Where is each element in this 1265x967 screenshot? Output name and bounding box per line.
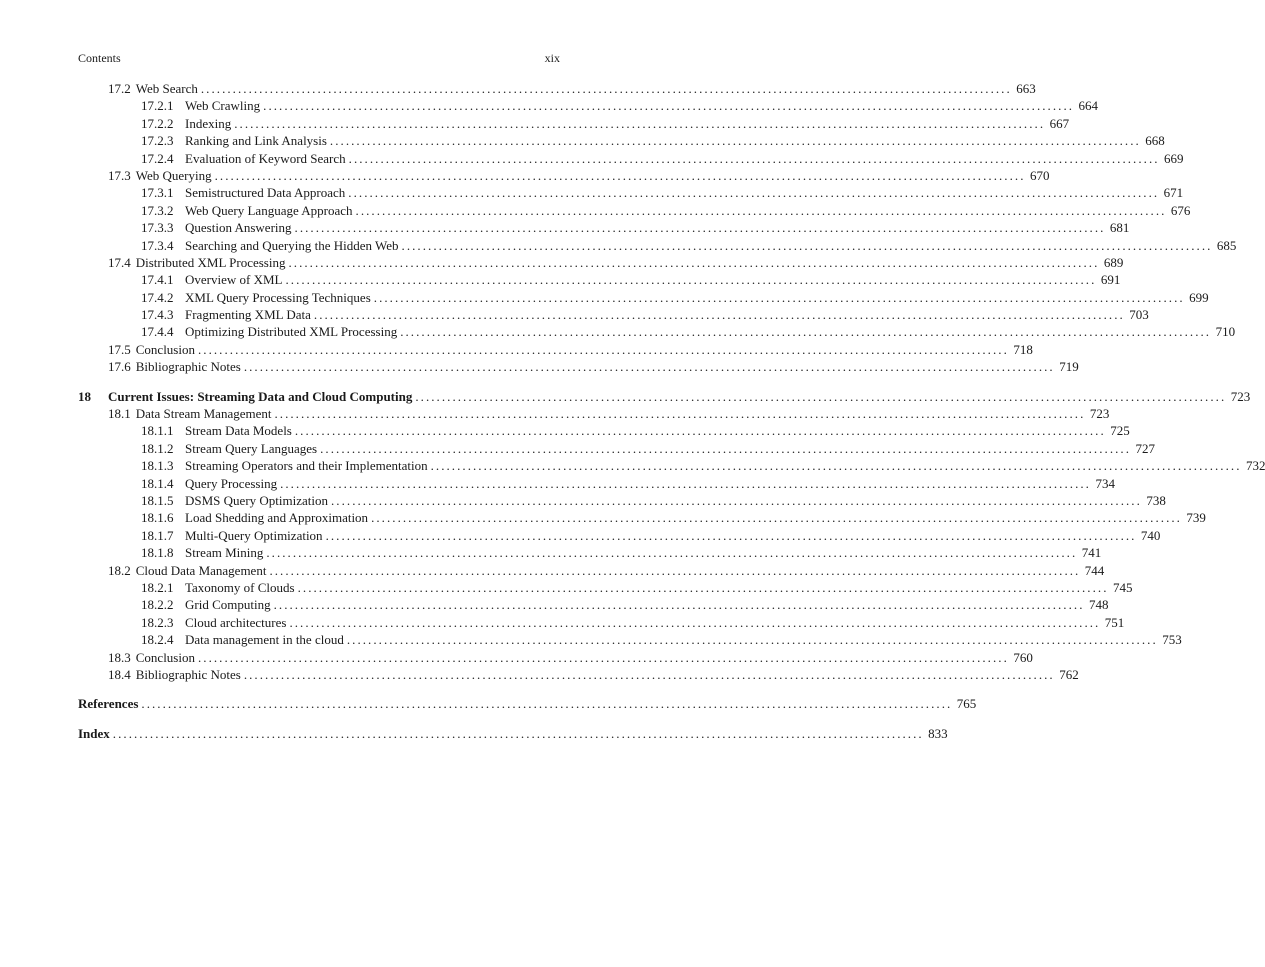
- toc-dot-leader: [412, 388, 1226, 405]
- toc-entry-title: DSMS Query Optimization: [185, 492, 328, 508]
- toc-entry-title: Stream Query Languages: [185, 440, 318, 456]
- toc-entry-subsection[interactable]: [78, 475, 1115, 492]
- toc-entry-number: 17.3.1: [141, 185, 174, 201]
- toc-entry-number: 18.4: [108, 666, 131, 682]
- toc-entry-number: 18.2.3: [141, 614, 174, 630]
- toc-entry-title: Multi-Query Optimization: [185, 527, 323, 543]
- toc-entry-page: 762: [1059, 666, 1079, 682]
- toc-entry-line: [141, 596, 1109, 613]
- toc-entry-title: Taxonomy of Clouds: [185, 579, 295, 595]
- toc-entry-page: 699: [1189, 289, 1209, 305]
- toc-entry-subsection[interactable]: [78, 614, 1125, 631]
- toc-entry-page: 739: [1186, 510, 1206, 526]
- toc-entry-number: 17.2.3: [141, 133, 174, 149]
- toc-dot-leader: [311, 306, 1125, 323]
- toc-entry-number: 17.3: [108, 167, 131, 183]
- running-head-left: Contents: [78, 51, 121, 65]
- toc-entry-section[interactable]: [78, 358, 1079, 375]
- toc-entry-title: Data Stream Management: [135, 406, 272, 422]
- toc-entry-title: Data management in the cloud: [185, 632, 344, 648]
- toc-entry-number: 18.1.5: [141, 492, 174, 508]
- toc-entry-page: 738: [1146, 492, 1166, 508]
- toc-entry-title: Fragmenting XML Data: [185, 307, 311, 323]
- toc-entry-subsection[interactable]: [78, 440, 1155, 457]
- toc-dot-leader: [195, 649, 1009, 666]
- toc-entry-page: 833: [928, 725, 948, 741]
- toc-entry-title: Cloud Data Management: [135, 562, 267, 578]
- toc-entry-line: [108, 167, 1050, 184]
- toc-entry-subsection[interactable]: [78, 202, 1191, 219]
- toc-dot-leader: [286, 614, 1100, 631]
- toc-dot-leader: [138, 695, 952, 712]
- toc-entry-page: 727: [1135, 440, 1155, 456]
- toc-entry-page: 718: [1013, 341, 1033, 357]
- toc-entry-number: 17.3.4: [141, 237, 174, 253]
- toc-entry-number: 17.3.3: [141, 220, 174, 236]
- toc-entry-section[interactable]: [78, 167, 1050, 184]
- toc-entry-line: [141, 544, 1102, 561]
- toc-dot-leader: [295, 579, 1109, 596]
- toc-dot-leader: [346, 150, 1160, 167]
- toc-entry-title: Optimizing Distributed XML Processing: [185, 324, 398, 340]
- toc-dot-leader: [344, 631, 1158, 648]
- toc-entry-number: 18.1.1: [141, 423, 174, 439]
- toc-entry-page: 748: [1088, 597, 1109, 613]
- toc-entry-number: 18.1.8: [141, 545, 174, 561]
- toc-entry-title: Grid Computing: [185, 597, 271, 613]
- toc-entry-subsection[interactable]: [78, 150, 1184, 167]
- toc-entry-number: 17.5: [108, 341, 131, 357]
- toc-entry-subsection[interactable]: [78, 219, 1130, 236]
- toc-entry-line: [108, 358, 1079, 375]
- toc-entry-section[interactable]: [78, 80, 1036, 97]
- toc-entry-page: 744: [1084, 562, 1105, 578]
- toc-entry-title: Load Shedding and Approximation: [185, 510, 369, 526]
- toc-entry-title: Distributed XML Processing: [135, 254, 286, 270]
- toc-entry-page: 725: [1110, 423, 1130, 439]
- toc-entry-page: 669: [1164, 150, 1184, 166]
- toc-entry-page: 691: [1100, 272, 1121, 288]
- toc-dot-leader: [397, 323, 1211, 340]
- toc-entry-page: 734: [1095, 475, 1115, 491]
- toc-entry-section[interactable]: [78, 341, 1033, 358]
- toc-entry-subsection[interactable]: [78, 579, 1133, 596]
- toc-dot-leader: [241, 666, 1055, 683]
- toc-dot-leader: [231, 115, 1045, 132]
- toc-entry-subsection[interactable]: [78, 457, 1265, 474]
- toc-entry-back[interactable]: [78, 725, 948, 742]
- toc-entry-subsection[interactable]: [78, 509, 1206, 526]
- toc-entry-title: Stream Data Models: [185, 423, 292, 439]
- toc-entry-page: 668: [1145, 133, 1165, 149]
- toc-entry-line: [108, 649, 1033, 666]
- toc-dot-leader: [260, 97, 1074, 114]
- toc-entry-number: 17.2.1: [141, 98, 174, 114]
- toc-dot-leader: [399, 237, 1213, 254]
- toc-entry-title: Query Processing: [185, 475, 278, 491]
- toc-entry-page: 689: [1103, 254, 1124, 270]
- toc-entry-number: 18: [78, 388, 91, 404]
- toc-entry-line: [108, 666, 1079, 683]
- toc-dot-leader: [271, 405, 1085, 422]
- toc-entry-number: 18.1: [108, 406, 131, 422]
- toc-entry-title: Web Crawling: [185, 98, 261, 114]
- toc-entry-page: 723: [1230, 388, 1251, 404]
- toc-dot-leader: [328, 492, 1142, 509]
- toc-entry-page: 710: [1215, 324, 1236, 340]
- toc-dot-leader: [428, 457, 1242, 474]
- toc-entry-title: Streaming Operators and their Implementation: [185, 458, 428, 474]
- toc-entry-line: [141, 457, 1265, 474]
- toc-entry-number: 18.2: [108, 562, 131, 578]
- toc-entry-line: [141, 237, 1237, 254]
- toc-entry-section[interactable]: [78, 562, 1105, 579]
- toc-entry-section[interactable]: [78, 666, 1079, 683]
- toc-entry-subsection[interactable]: [78, 544, 1102, 561]
- toc-entry-number: 18.1.6: [141, 510, 174, 526]
- toc-entry-line: [141, 579, 1133, 596]
- toc-dot-leader: [323, 527, 1137, 544]
- toc-entry-title: XML Query Processing Techniques: [185, 289, 371, 305]
- toc-dot-leader: [195, 341, 1009, 358]
- toc-entry-page: 723: [1089, 406, 1110, 422]
- toc-entry-line: [141, 97, 1098, 114]
- toc-entry-subsection[interactable]: [78, 323, 1236, 340]
- toc-entry-line: [141, 115, 1070, 132]
- toc-entry-number: 18.1.2: [141, 440, 174, 456]
- toc-entry-line: [141, 184, 1184, 201]
- toc-entry-subsection[interactable]: [78, 271, 1121, 288]
- toc-entry-number: 17.4.2: [141, 289, 174, 305]
- toc-entry-line: [108, 562, 1105, 579]
- toc-entry-subsection[interactable]: [78, 527, 1161, 544]
- toc-entry-page: 740: [1140, 527, 1161, 543]
- toc-entry-subsection[interactable]: [78, 306, 1149, 323]
- toc-entry-number: 17.4.3: [141, 307, 174, 323]
- toc-dot-leader: [292, 422, 1106, 439]
- toc-spacer: [78, 683, 560, 695]
- table-of-contents: [78, 80, 1265, 742]
- toc-entry-subsection[interactable]: [78, 184, 1184, 201]
- toc-entry-line: [108, 80, 1036, 97]
- toc-entry-number: 17.2: [108, 81, 131, 96]
- toc-entry-section[interactable]: [78, 649, 1033, 666]
- toc-entry-line: [108, 405, 1110, 422]
- toc-entry-line: [78, 725, 948, 742]
- toc-dot-leader: [212, 167, 1026, 184]
- toc-entry-page: 751: [1104, 614, 1125, 630]
- toc-entry-number: 18.2.4: [141, 632, 174, 648]
- toc-entry-title: Web Query Language Approach: [185, 202, 353, 218]
- toc-entry-page: 681: [1109, 220, 1130, 236]
- toc-entry-title: Semistructured Data Approach: [185, 185, 346, 201]
- toc-entry-title: Stream Mining: [185, 545, 264, 561]
- toc-dot-leader: [198, 80, 1012, 97]
- toc-entry-section[interactable]: [78, 254, 1124, 271]
- toc-entry-line: [141, 132, 1165, 149]
- toc-dot-leader: [371, 289, 1185, 306]
- toc-dot-leader: [345, 184, 1159, 201]
- toc-entry-title: Conclusion: [135, 649, 195, 665]
- toc-entry-title: Conclusion: [135, 341, 195, 357]
- toc-entry-subsection[interactable]: [78, 132, 1165, 149]
- toc-entry-page: 745: [1112, 579, 1133, 595]
- toc-entry-line: [141, 631, 1182, 648]
- toc-entry-line: [141, 219, 1130, 236]
- toc-entry-title: References: [78, 696, 139, 712]
- toc-entry-line: [141, 202, 1191, 219]
- toc-dot-leader: [368, 509, 1182, 526]
- toc-entry-number: 18.1.4: [141, 475, 174, 491]
- toc-entry-page: 732: [1245, 458, 1265, 474]
- toc-entry-page: 765: [956, 696, 977, 712]
- toc-entry-page: 685: [1216, 237, 1237, 253]
- toc-entry-title: Ranking and Link Analysis: [185, 133, 327, 149]
- toc-entry-page: 719: [1059, 359, 1079, 375]
- toc-entry-subsection[interactable]: [78, 289, 1209, 306]
- toc-dot-leader: [263, 544, 1077, 561]
- toc-entry-number: 18.3: [108, 649, 131, 665]
- toc-entry-page: 741: [1081, 545, 1102, 561]
- toc-dot-leader: [317, 440, 1131, 457]
- toc-entry-number: 17.3.2: [141, 202, 174, 218]
- toc-entry-subsection[interactable]: [78, 596, 1109, 613]
- toc-entry-line: [141, 271, 1121, 288]
- toc-entry-line: [78, 388, 1251, 405]
- toc-entry-title: Cloud architectures: [185, 614, 287, 630]
- toc-entry-number: 18.1.7: [141, 527, 174, 543]
- toc-entry-line: [141, 289, 1209, 306]
- toc-entry-title: Bibliographic Notes: [135, 666, 241, 682]
- toc-entry-line: [78, 695, 977, 712]
- page-number: xix: [544, 51, 560, 65]
- toc-entry-number: 18.1.3: [141, 458, 174, 474]
- toc-entry-line: [108, 254, 1124, 271]
- toc-entry-page: 670: [1029, 167, 1050, 183]
- toc-entry-title: Index: [78, 725, 110, 741]
- toc-entry-number: 17.4.1: [141, 272, 174, 288]
- toc-entry-title: Bibliographic Notes: [135, 359, 241, 375]
- toc-dot-leader: [241, 358, 1055, 375]
- toc-entry-title: Evaluation of Keyword Search: [185, 150, 346, 166]
- toc-entry-line: [141, 440, 1155, 457]
- toc-entry-page: 664: [1078, 98, 1098, 114]
- toc-entry-number: 17.6: [108, 359, 131, 375]
- toc-entry-subsection[interactable]: [78, 492, 1166, 509]
- toc-entry-title: Overview of XML: [185, 272, 283, 288]
- toc-entry-title: Web Search: [135, 81, 198, 96]
- toc-entry-number: 17.4.4: [141, 324, 174, 340]
- toc-entry-page: 760: [1013, 649, 1033, 665]
- toc-dot-leader: [277, 475, 1091, 492]
- toc-entry-number: 17.2.4: [141, 150, 174, 166]
- toc-dot-leader: [110, 725, 924, 742]
- toc-dot-leader: [353, 202, 1167, 219]
- toc-entry-line: [141, 422, 1130, 439]
- toc-entry-page: 676: [1170, 202, 1191, 218]
- toc-entry-line: [141, 306, 1149, 323]
- toc-entry-line: [141, 150, 1184, 167]
- toc-dot-leader: [266, 562, 1080, 579]
- toc-entry-subsection[interactable]: [78, 422, 1130, 439]
- toc-entry-page: 663: [1016, 81, 1036, 96]
- toc-entry-title: Web Querying: [135, 167, 212, 183]
- toc-entry-number: 18.2.1: [141, 579, 174, 595]
- toc-entry-page: 667: [1049, 115, 1070, 131]
- toc-dot-leader: [282, 271, 1096, 288]
- toc-entry-title: Searching and Querying the Hidden Web: [185, 237, 399, 253]
- toc-entry-subsection[interactable]: [78, 237, 1237, 254]
- toc-spacer: [78, 713, 560, 725]
- toc-entry-page: 671: [1163, 185, 1184, 201]
- toc-dot-leader: [327, 132, 1141, 149]
- toc-entry-section[interactable]: [78, 405, 1110, 422]
- toc-dot-leader: [285, 254, 1099, 271]
- toc-entry-line: [141, 323, 1236, 340]
- toc-entry-subsection[interactable]: [78, 115, 1070, 132]
- toc-dot-leader: [271, 596, 1085, 613]
- toc-dot-leader: [292, 219, 1106, 236]
- toc-entry-title: Question Answering: [185, 220, 292, 236]
- toc-entry-line: [141, 614, 1125, 631]
- toc-entry-chapter[interactable]: [78, 388, 1251, 405]
- toc-entry-page: 753: [1162, 632, 1182, 648]
- toc-entry-line: [141, 475, 1115, 492]
- toc-entry-number: 17.2.2: [141, 115, 174, 131]
- toc-spacer: [78, 376, 560, 388]
- toc-entry-line: [141, 492, 1166, 509]
- toc-entry-number: 18.2.2: [141, 597, 174, 613]
- toc-entry-line: [108, 341, 1033, 358]
- toc-entry-title: Indexing: [185, 115, 232, 131]
- toc-entry-subsection[interactable]: [78, 631, 1182, 648]
- running-head: [78, 50, 560, 66]
- toc-entry-page: 703: [1129, 307, 1149, 323]
- toc-entry-line: [141, 509, 1206, 526]
- toc-entry-subsection[interactable]: [78, 97, 1098, 114]
- toc-entry-number: 17.4: [108, 254, 131, 270]
- toc-entry-title: Current Issues: Streaming Data and Cloud Computing: [108, 388, 413, 404]
- toc-entry-line: [141, 527, 1161, 544]
- toc-entry-back[interactable]: [78, 695, 977, 712]
